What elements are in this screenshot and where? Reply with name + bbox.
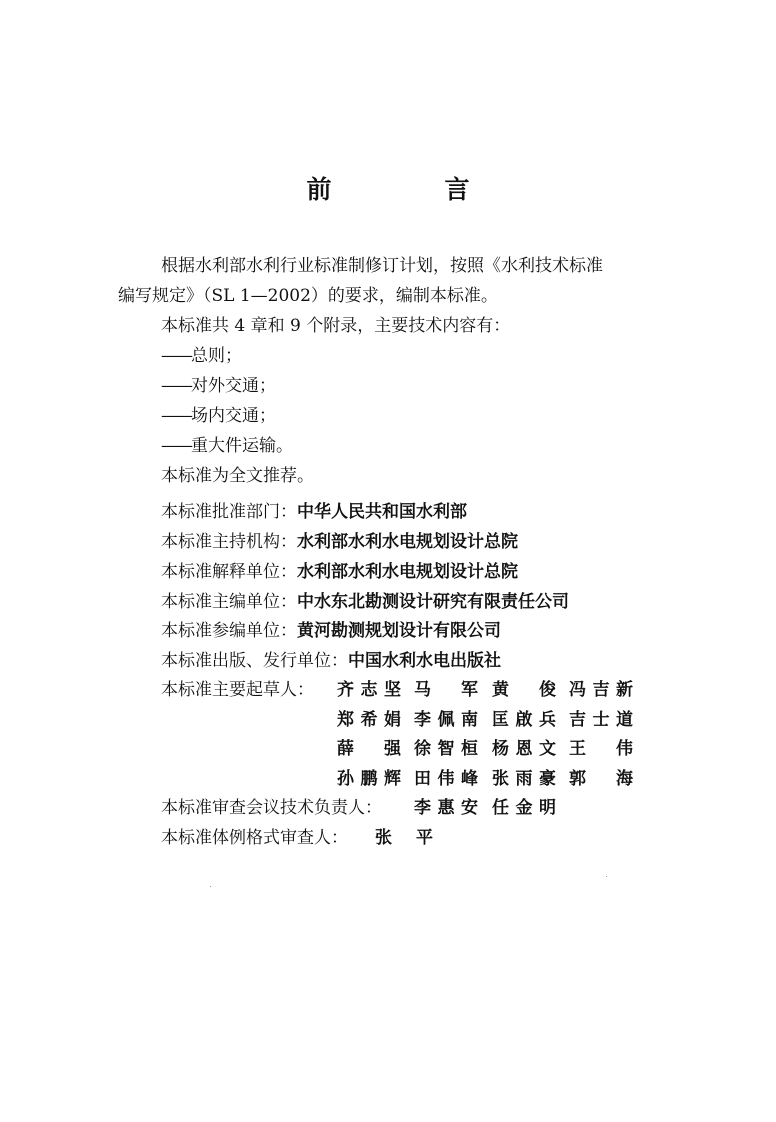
drafter-name: 齐志坚 <box>337 680 401 700</box>
info-label: 本标准主持机构： <box>161 532 297 552</box>
info-value: 中国水利水电出版社 <box>348 651 501 671</box>
content-item-text: 重大件运输。 <box>191 436 293 456</box>
info-value: 黄河勘测规划设计有限公司 <box>297 621 501 641</box>
drafter-name: 李佩南 <box>414 710 478 730</box>
info-label: 本标准出版、发行单位： <box>161 651 348 671</box>
content-item <box>161 404 276 428</box>
drafters-label: 本标准主要起草人： <box>161 680 314 700</box>
drafter-name: 张雨豪 <box>492 769 556 789</box>
content-item <box>161 374 276 398</box>
drafter-name: 冯吉新 <box>569 680 633 700</box>
info-label: 本标准参编单位： <box>161 621 297 641</box>
info-row <box>161 500 467 524</box>
content-item <box>161 344 242 368</box>
drafter-name: 匡啟兵 <box>492 710 556 730</box>
intro-line-3: 本标准共 4 章和 9 个附录，主要技术内容有： <box>161 316 511 336</box>
review-format-label: 本标准体例格式审查人： <box>161 828 348 848</box>
em-dash: —— <box>161 436 191 456</box>
em-dash: —— <box>161 376 191 396</box>
scan-speck <box>210 886 211 887</box>
drafter-name: 黄 俊 <box>492 680 556 700</box>
info-value: 水利部水利水电规划设计总院 <box>297 562 518 582</box>
drafter-name: 郑希娟 <box>337 710 401 730</box>
info-row <box>161 560 518 584</box>
page-title: 前 言 <box>306 175 514 204</box>
info-value: 中华人民共和国水利部 <box>297 502 467 522</box>
info-label: 本标准批准部门： <box>161 502 297 522</box>
drafter-name: 马 军 <box>414 680 478 700</box>
drafter-name: 徐智桓 <box>414 739 478 759</box>
drafter-name: 杨恩文 <box>492 739 556 759</box>
info-value: 中水东北勘测设计研究有限责任公司 <box>297 592 569 612</box>
drafter-name: 薛 强 <box>337 739 401 759</box>
review-tech-name: 任金明 <box>492 798 556 818</box>
info-row <box>161 530 518 554</box>
drafter-name: 王 伟 <box>569 739 633 759</box>
info-label: 本标准主编单位： <box>161 592 297 612</box>
content-item-text: 场内交通； <box>191 406 276 426</box>
content-item-text: 对外交通； <box>191 376 276 396</box>
recommendation-text: 本标准为全文推荐。 <box>161 466 314 486</box>
info-label: 本标准解释单位： <box>161 562 297 582</box>
drafter-name: 孙鹏辉 <box>337 769 401 789</box>
scan-speck <box>606 876 607 877</box>
info-row <box>161 649 501 673</box>
intro-line-2: 编写规定》（SL 1—2002）的要求，编制本标准。 <box>118 286 498 306</box>
review-tech-label: 本标准审查会议技术负责人： <box>161 798 382 818</box>
info-row <box>161 619 501 643</box>
info-value: 水利部水利水电规划设计总院 <box>297 532 518 552</box>
drafter-name: 郭 海 <box>569 769 633 789</box>
info-row <box>161 590 569 614</box>
em-dash: —— <box>161 406 191 426</box>
intro-line-1: 根据水利部水利行业标准制修订计划，按照《水利技术标准 <box>161 256 603 276</box>
review-tech-name: 李惠安 <box>414 798 478 818</box>
review-format-name: 张 平 <box>375 828 433 848</box>
drafter-name: 田伟峰 <box>414 769 478 789</box>
drafter-name: 吉士道 <box>569 710 633 730</box>
content-item-text: 总则； <box>191 346 242 366</box>
em-dash: —— <box>161 346 191 366</box>
content-item <box>161 434 293 458</box>
